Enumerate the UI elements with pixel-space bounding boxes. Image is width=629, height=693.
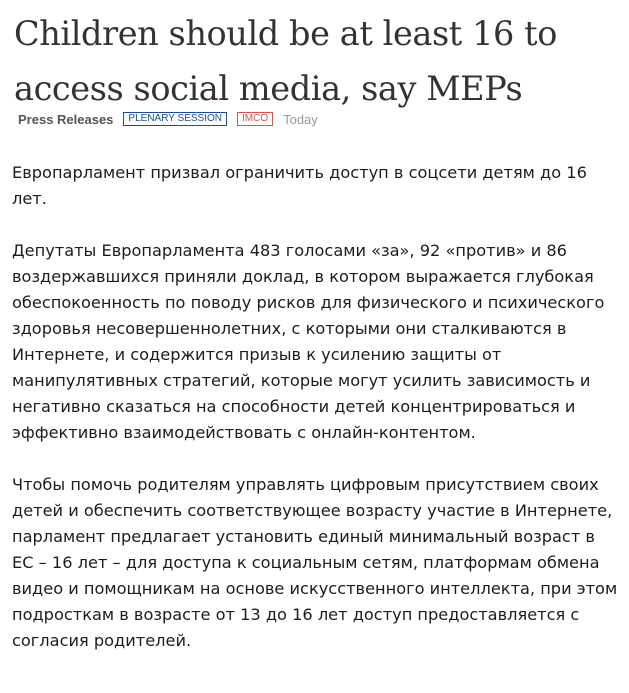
section-label[interactable]: Press Releases [18, 111, 114, 127]
article-meta [18, 109, 318, 129]
article-body [12, 160, 618, 680]
tag-plenary-session[interactable]: PLENARY SESSION [123, 112, 227, 126]
article-title: Children should be at least 16 to access social media, say MEPs [14, 14, 557, 108]
paragraph-vote: Депутаты Европарламента 483 голосами «за», 92 «против» и 86 воздержавшихся приняли доклад, в котором выражается глубокая обеспокоенность по поводу рисков для физического и психического здоровья несовершеннолетних, с которыми они сталкиваются в Интернете, и содержится призыв к усилению защиты от манипулятивных стратегий, которые могут усилить зависимость и негативно сказаться на способности детей концентрироваться и эффективно взаимодействовать с онлайн-контентом. [12, 241, 605, 442]
tag-imco[interactable]: IMCO [237, 112, 273, 126]
publish-date: Today [283, 111, 318, 127]
paragraph-proposal: Чтобы помочь родителям управлять цифровым присутствием своих детей и обеспечить соответствующее возрасту участие в Интернете, парламент предлагает установить единый минимальный возраст в ЕС – 16 лет – для доступа к социальным сетям, платформам обмена видео и помощникам на основе искусственного интеллекта, при этом подросткам в возрасте от 13 до 16 лет доступ предоставляется с согласия родителей. [12, 475, 618, 650]
paragraph-intro: Европарламент призвал ограничить доступ в соцсети детям до 16 лет. [12, 163, 587, 208]
